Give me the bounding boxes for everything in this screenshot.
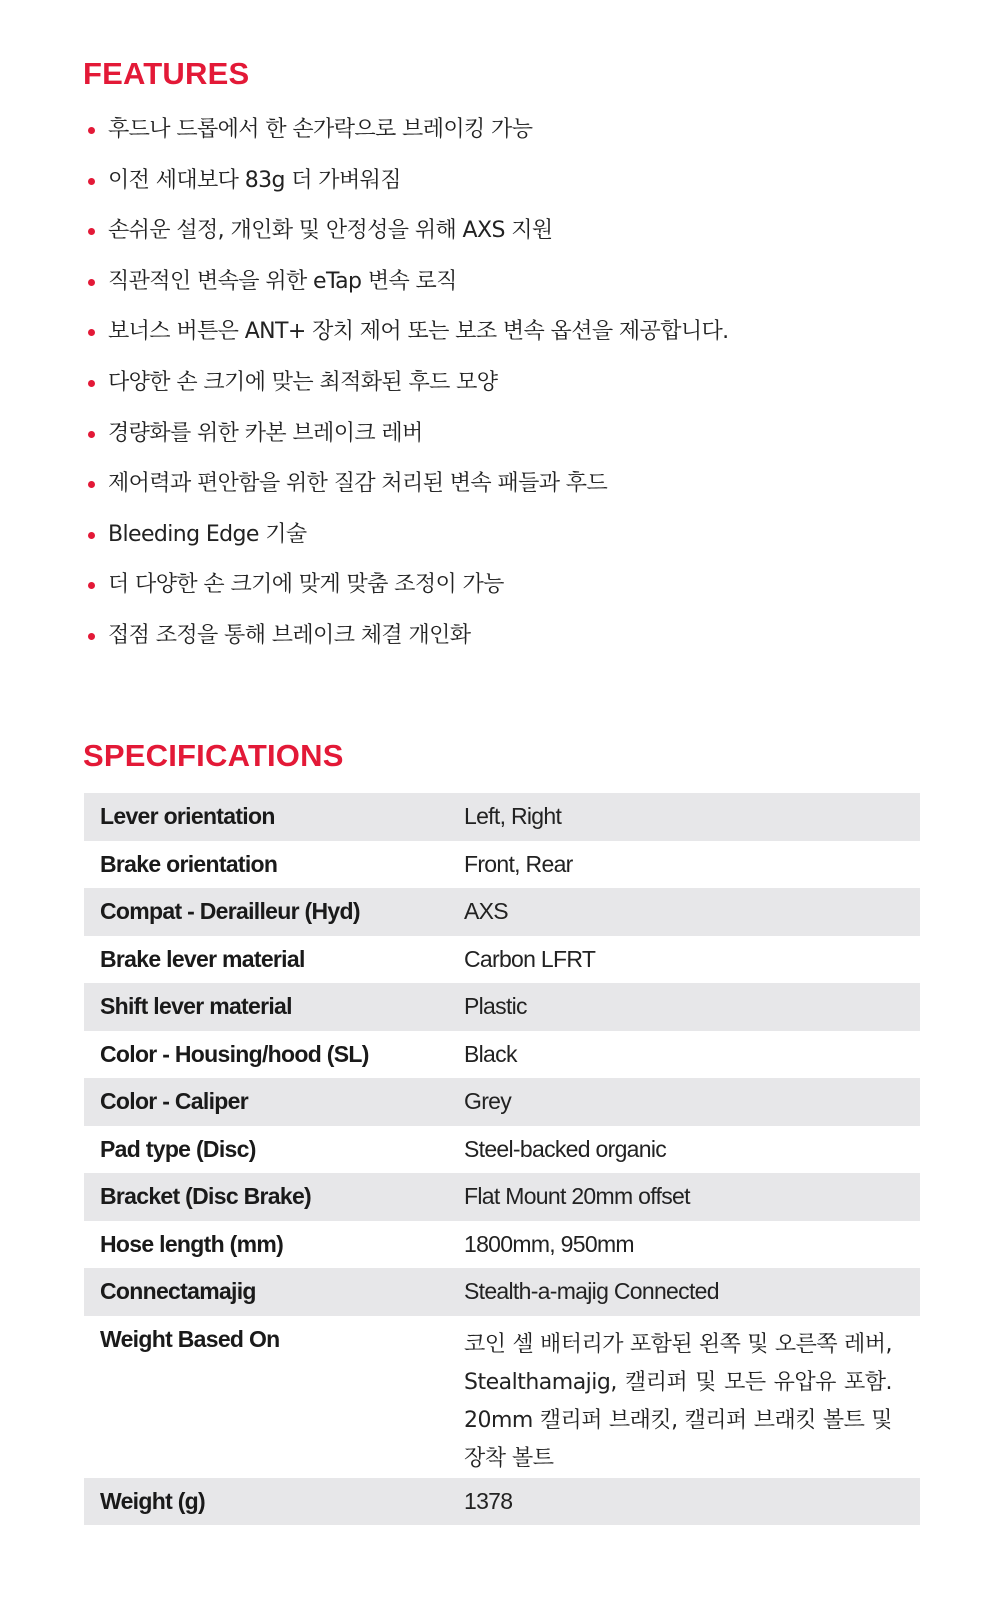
spec-row [84, 983, 920, 1031]
features-list [86, 110, 966, 667]
spec-value: Black [464, 1040, 517, 1067]
bullet-icon [88, 380, 95, 387]
spec-value: Plastic [464, 983, 920, 1031]
feature-item [86, 211, 966, 262]
feature-text: Bleeding Edge 기술 [108, 521, 307, 547]
spec-row [84, 1268, 920, 1316]
feature-item [86, 565, 966, 616]
bullet-icon [88, 228, 95, 235]
spec-label: Color - Housing/hood (SL) [100, 1040, 369, 1067]
spec-label: Brake orientation [100, 850, 278, 877]
spec-label: Brake lever material [100, 945, 305, 972]
spec-label: Connectamajig [84, 1268, 464, 1316]
spec-value: AXS [464, 888, 920, 936]
spec-row [84, 1173, 920, 1221]
spec-value: 1800mm, 950mm [464, 1230, 634, 1257]
spec-value: 코인 셀 배터리가 포함된 왼쪽 및 오른쪽 레버, Stealthamajig, 캘리퍼 및 모든 유압유 포함. 20mm 캘리퍼 브래킷, 캘리퍼 브래킷 볼트 및 장착 볼트 [464, 1331, 892, 1471]
spec-row [84, 1316, 920, 1478]
feature-text: 손쉬운 설정, 개인화 및 안정성을 위해 AXS 지원 [108, 218, 553, 244]
spec-row [84, 793, 920, 841]
spec-value: Flat Mount 20mm offset [464, 1173, 920, 1221]
feature-item [86, 515, 966, 566]
spec-row [84, 841, 920, 889]
spec-row [84, 1221, 920, 1269]
spec-label: Bracket (Disc Brake) [84, 1173, 464, 1221]
feature-text: 더 다양한 손 크기에 맞게 맞춤 조정이 가능 [108, 572, 504, 598]
spec-label: Lever orientation [84, 793, 464, 841]
specifications-heading: SPECIFICATIONS [83, 738, 344, 773]
feature-text: 보너스 버튼은 ANT+ 장치 제어 또는 보조 변속 옵션을 제공합니다. [108, 319, 729, 345]
spec-value: 1378 [464, 1478, 920, 1526]
bullet-icon [88, 279, 95, 286]
feature-text: 접점 조정을 통해 브레이크 체결 개인화 [108, 622, 471, 648]
feature-item [86, 464, 966, 515]
feature-text: 제어력과 편안함을 위한 질감 처리된 변속 패들과 후드 [108, 471, 608, 497]
spec-label: Weight (g) [84, 1478, 464, 1526]
bullet-icon [88, 329, 95, 336]
spec-label: Compat - Derailleur (Hyd) [84, 888, 464, 936]
spec-row [84, 1478, 920, 1526]
spec-row [84, 1078, 920, 1126]
spec-value: Front, Rear [464, 850, 573, 877]
bullet-icon [88, 431, 95, 438]
bullet-icon [88, 178, 95, 185]
feature-text: 경량화를 위한 카본 브레이크 레버 [108, 420, 423, 446]
spec-label: Hose length (mm) [100, 1230, 284, 1257]
spec-label: Weight Based On [100, 1325, 280, 1352]
spec-value: Stealth-a-majig Connected [464, 1268, 920, 1316]
spec-row [84, 888, 920, 936]
bullet-icon [88, 582, 95, 589]
feature-item [86, 110, 966, 161]
feature-item [86, 414, 966, 465]
spec-label: Pad type (Disc) [100, 1135, 256, 1162]
feature-item [86, 262, 966, 313]
feature-item [86, 616, 966, 667]
spec-label: Shift lever material [84, 983, 464, 1031]
spec-row [84, 1126, 920, 1174]
spec-value: Carbon LFRT [464, 945, 596, 972]
specifications-table [84, 793, 920, 1525]
bullet-icon [88, 633, 95, 640]
bullet-icon [88, 481, 95, 488]
spec-value: Grey [464, 1078, 920, 1126]
spec-value: Steel-backed organic [464, 1135, 667, 1162]
bullet-icon [88, 532, 95, 539]
feature-text: 다양한 손 크기에 맞는 최적화된 후드 모양 [108, 369, 498, 395]
features-heading: FEATURES [83, 56, 250, 91]
spec-row [84, 1031, 920, 1079]
feature-item [86, 312, 966, 363]
feature-text: 이전 세대보다 83g 더 가벼워짐 [108, 167, 401, 193]
feature-text: 직관적인 변속을 위한 eTap 변속 로직 [108, 268, 457, 294]
feature-item [86, 161, 966, 212]
spec-label: Color - Caliper [84, 1078, 464, 1126]
feature-text: 후드나 드롭에서 한 손가락으로 브레이킹 가능 [108, 117, 533, 142]
bullet-icon [88, 127, 95, 134]
spec-row [84, 936, 920, 984]
spec-value: Left, Right [464, 793, 920, 841]
feature-item [86, 363, 966, 414]
